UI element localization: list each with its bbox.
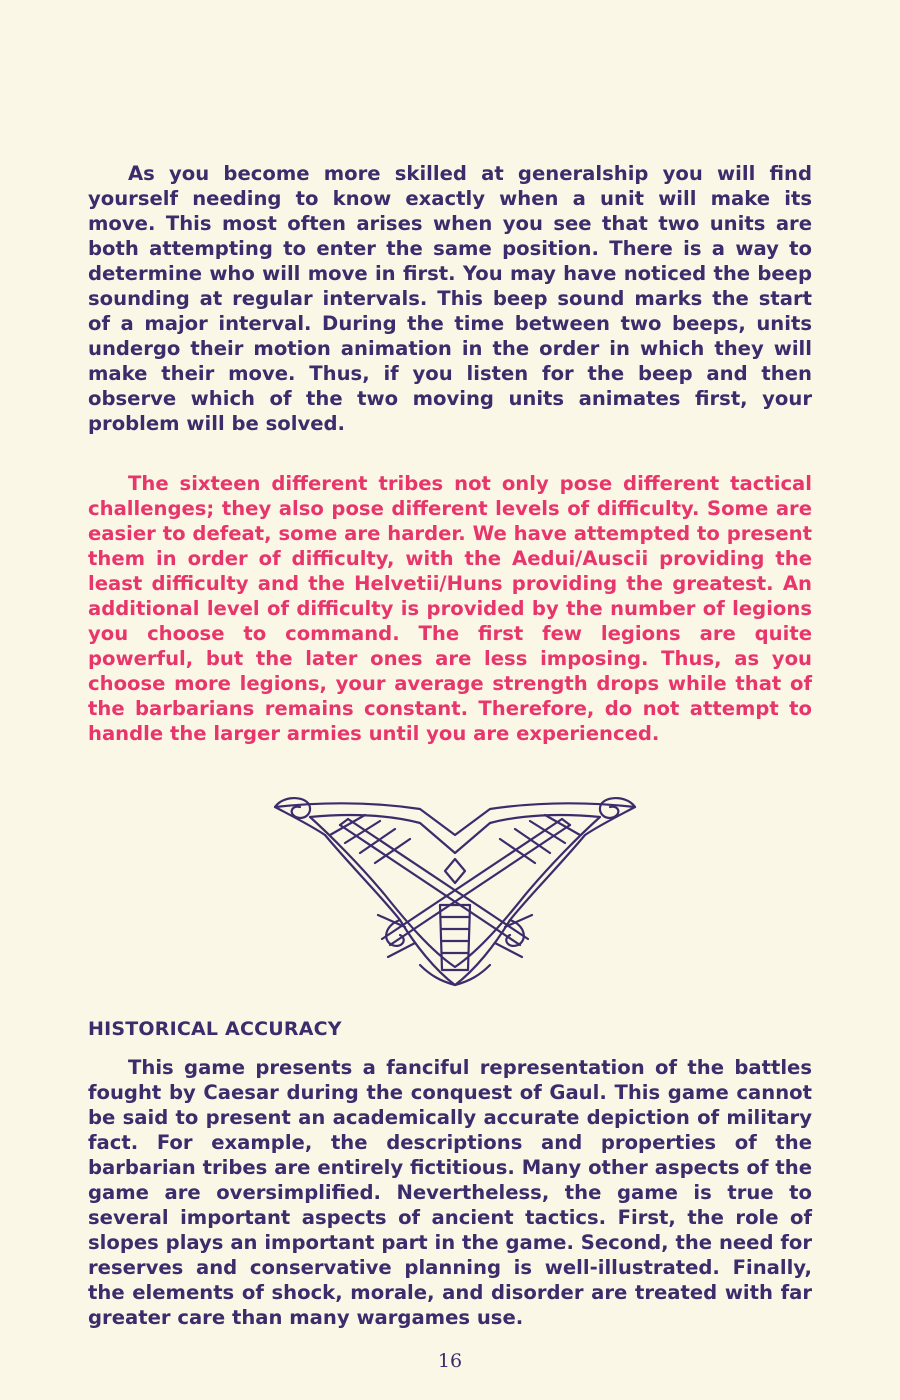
paragraph-unit-move-order: As you become more skilled at generalship you will find yourself needing to know exactly when a unit will make its move. This most often arises when you see that two units are both attempting to enter the same position. There is a way to determine who will move in first. You may have noticed the beep sounding at regular intervals. This beep sound marks the start of a major interval. During the time between two beeps, units undergo their motion animation in the order in which they will make their move. Thus, if you listen for the beep and then observe which of the two moving units animates first, your problem will be solved. [88, 162, 812, 435]
paragraph-historical-accuracy: This game presents a fanciful representation of the battles fought by Caesar during the conquest of Gaul. This game cannot be said to present an academically accurate depiction of military fact. For example, the descriptions and properties of the barbarian tribes are entirely fictitious. Many other aspects of the game are oversimplified. Nevertheless, the game is true to several important aspects of ancient tactics. First, the role of slopes plays an important part in the game. Second, the need for reserves and conservative planning is well-illustrated. Finally, the elements of shock, morale, and disorder are treated with far greater care than many wargames use. [88, 1056, 812, 1329]
crossed-swords-ornament-icon [270, 795, 640, 990]
paragraph-tribe-difficulty: The sixteen different tribes not only pose different tactical challenges; they also pose different levels of difficulty. Some are easier to defeat, some are harder. We have attempted to present them in order of difficulty, with the Aedui/Auscii providing the least difficulty and the Helvetii/Huns providing the greatest. An additional level of difficulty is provided by the number of legions you choose to command. The first few legions are quite powerful, but the later ones are less imposing. Thus, as you choose more legions, your average strength drops while that of the barbarians remains constant. Therefore, do not attempt to handle the larger armies until you are experienced. [88, 472, 812, 745]
section-heading-historical-accuracy: HISTORICAL ACCURACY [88, 1018, 342, 1040]
page-number: 16 [437, 1350, 463, 1372]
